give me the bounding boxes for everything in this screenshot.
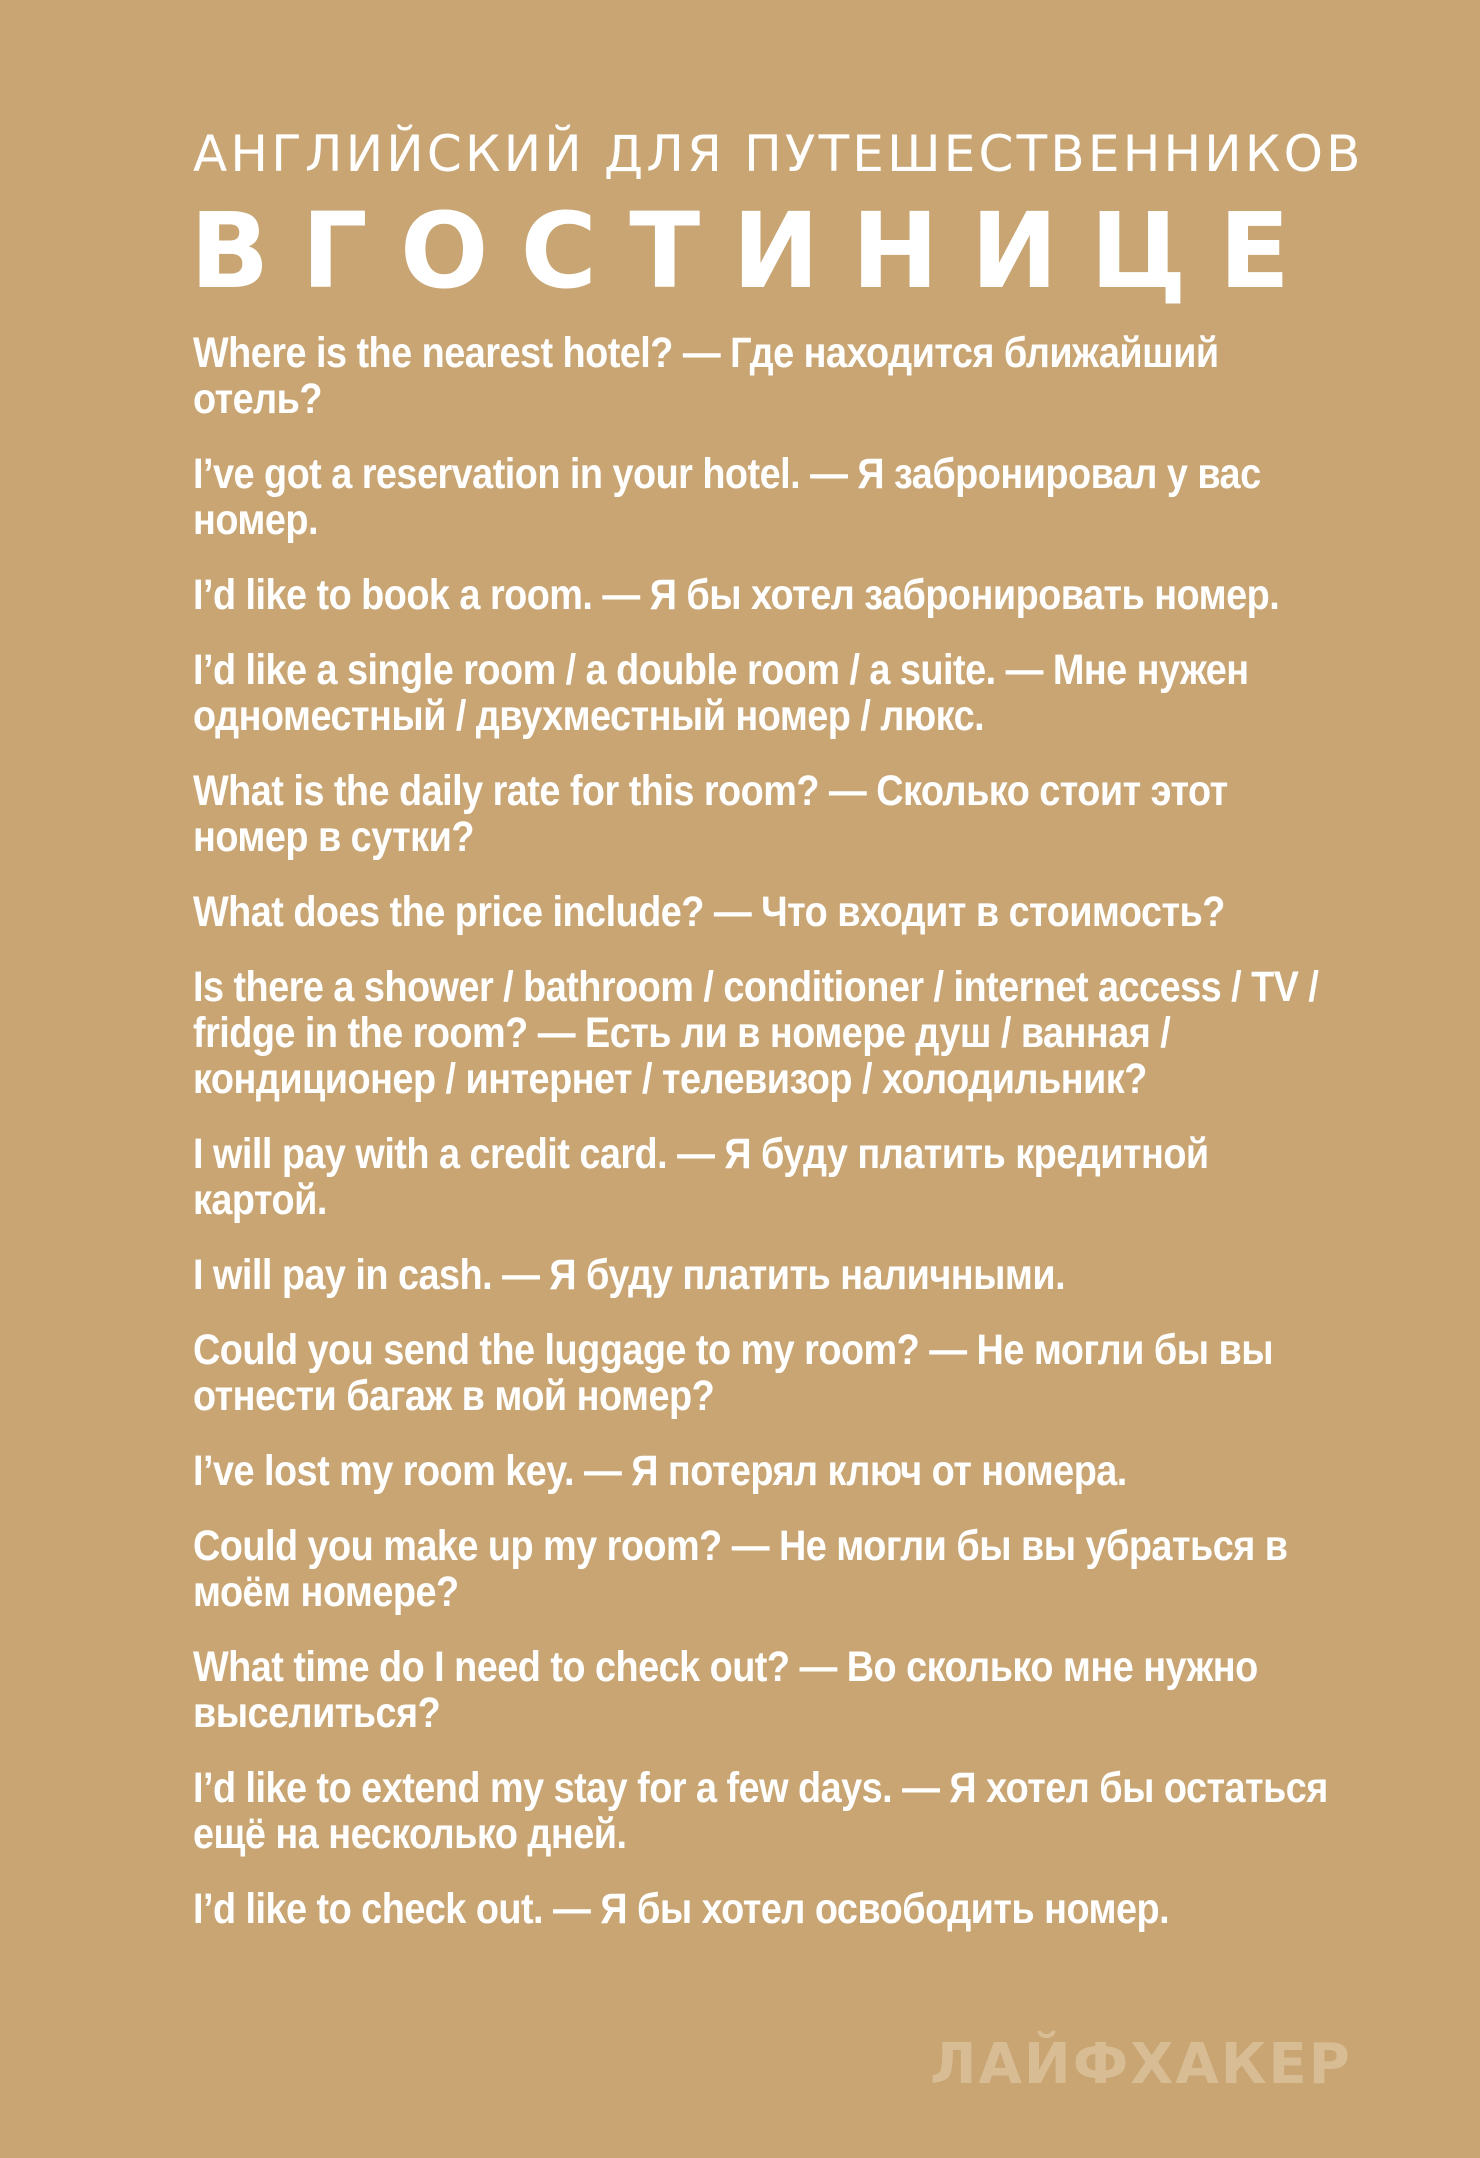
title-letter: Е <box>1218 190 1290 312</box>
phrase-item: I will pay with a credit card. — Я буду платить кредитной картой. <box>193 1130 1209 1224</box>
title-letter: Н <box>851 190 939 312</box>
title-letter: И <box>970 190 1058 312</box>
title-letter: Г <box>301 190 368 312</box>
phrase-item: Could you send the luggage to my room? — Не могли бы вы отнести багаж в мой номер? <box>193 1326 1274 1420</box>
phrase-item: Where is the nearest hotel? — Где находится ближайший отель? <box>193 329 1219 423</box>
title-letter: Ц <box>1090 190 1187 312</box>
title-letter: С <box>520 190 597 312</box>
page-subtitle: АНГЛИЙСКИЙ ДЛЯ ПУТЕШЕСТВЕННИКОВ <box>193 125 1364 183</box>
title-letter: Т <box>629 190 701 312</box>
phrase-item: Is there a shower / bathroom / conditioner / internet access / TV / fridge in the room? — Есть ли в номере душ / ванная / кондиционер / интернет / телевизор / холодильник? <box>193 963 1319 1103</box>
phrase-item: I’ve lost my room key. — Я потерял ключ от номера. <box>193 1447 1127 1495</box>
phrase-item: What time do I need to check out? — Во сколько мне нужно выселиться? <box>193 1643 1258 1737</box>
title-letter: В <box>190 190 270 312</box>
phrase-item: What does the price include? — Что входит в стоимость? <box>193 888 1225 936</box>
brand-logo: ЛАЙФХАКЕР <box>930 2032 1352 2097</box>
phrase-item: I’d like a single room / a double room / a suite. — Мне нужен одноместный / двухместный номер / люкс. <box>193 646 1249 740</box>
phrase-item: What is the daily rate for this room? — Сколько стоит этот номер в сутки? <box>193 767 1228 861</box>
phrase-item: I’d like to extend my stay for a few days. — Я хотел бы остаться ещё на несколько дней. <box>193 1764 1328 1858</box>
phrase-item: Could you make up my room? — Не могли бы вы убраться в моём номере? <box>193 1522 1288 1616</box>
phrase-item: I’ve got a reservation in your hotel. — Я забронировал у вас номер. <box>193 450 1261 544</box>
title-letter: О <box>400 190 489 312</box>
phrase-item: I’d like to check out. — Я бы хотел освободить номер. <box>193 1885 1170 1933</box>
title-letter: И <box>732 190 820 312</box>
phrase-item: I will pay in cash. — Я буду платить наличными. <box>193 1251 1066 1299</box>
phrase-list <box>193 330 1343 1961</box>
page-title <box>190 190 1290 312</box>
phrase-item: I’d like to book a room. — Я бы хотел забронировать номер. <box>193 571 1280 619</box>
